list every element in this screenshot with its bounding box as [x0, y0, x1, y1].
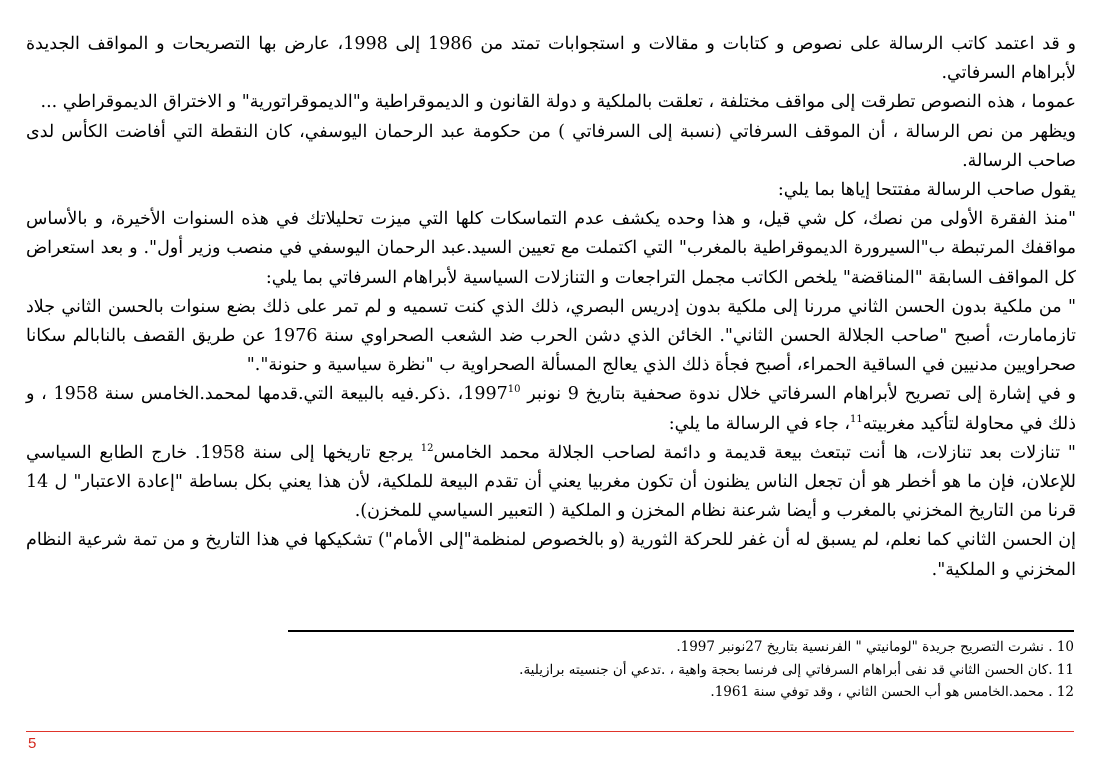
- footnote-ref-12[interactable]: 12: [420, 443, 434, 455]
- paragraph-text: ، جاء في الرسالة ما يلي:: [668, 413, 850, 434]
- footnote-12: [288, 681, 1074, 704]
- footnote-text: . نشرت التصريح جريدة "لومانيتي " الفرنسية بتاريخ 27نونبر 1997.: [676, 639, 1057, 655]
- footnote-separator: [288, 630, 1074, 632]
- page-number: 5: [28, 735, 37, 752]
- quote-paragraph: إن الحسن الثاني كما نعلم، لم يسبق له أن غفر للحركة الثورية (و بالخصوص لمنظمة"إلى الأمام") تشكيكها في هذا التاريخ و من تمة شرعية النظام المخزني و الملكية".: [26, 530, 1076, 580]
- footnotes: [288, 636, 1074, 704]
- footnote-text: . محمد.الخامس هو أب الحسن الثاني ، وقد توفي سنة 1961.: [710, 684, 1057, 700]
- paragraph-with-footnotes: [26, 380, 1076, 438]
- paragraph: يقول صاحب الرسالة مفتتحا إياها بما يلي:: [777, 180, 1076, 201]
- document-body: [26, 30, 1076, 585]
- paragraph-text: ، .ذكر.فيه بالبيعة التي.قدمها لمحمد.الخامس سنة 1958 ، و ذلك في محاولة لتأكيد مغربيته: [26, 384, 1076, 434]
- footnote-11: [288, 659, 1074, 682]
- paragraph-text: و في إشارة إلى تصريح لأبراهام السرفاتي خلال ندوة صحفية بتاريخ 9 نونبر 1997: [463, 384, 1076, 405]
- paragraph-text: يرجع تاريخها إلى سنة 1958. خارج الطابع السياسي للإعلان، فإن ما هو أخطر هو أن تجعل الناس يظنون أن تكون مغربيا يعني أن تقدم البيعة للملكية، لأن هذا يعني بكل بساطة "إعادة الاعتبار" ل 14 قرنا من التاريخ المخزني بالمغرب و أيضا شرعنة نظام المخزن و الملكية ( التعبير السياسي للمخزن).: [26, 442, 1076, 522]
- paragraph: و قد اعتمد كاتب الرسالة على نصوص و كتابات و مقالات و استجوابات تمتد من 1986 إلى 1998، عارض بها التصريحات و المواقف الجديدة لأبراهام السرفاتي.: [26, 34, 1076, 84]
- paragraph: عموما ، هذه النصوص تطرقت إلى مواقف مختلفة ، تعلقت بالملكية و دولة القانون و الديموقراطية و"الديموقراتورية" و الاختراق الديموقراطي ...: [40, 92, 1076, 113]
- footnote-number: 11: [1056, 661, 1074, 678]
- paragraph-text: " تنازلات بعد تنازلات، ها أنت تبتعث بيعة قديمة و دائمة لصاحب الجلالة محمد الخامس: [433, 442, 1076, 463]
- quote-paragraph: [26, 439, 1076, 527]
- footnote-text: .كان الحسن الثاني قد نفى أبراهام السرفاتي إلى فرنسا بحجة واهية ، .تدعي أن جنسيته برازيلية.: [519, 661, 1057, 678]
- footnote-ref-10[interactable]: 10: [507, 384, 521, 396]
- footnote-number: 10: [1056, 639, 1074, 655]
- footnote-number: 12: [1056, 684, 1074, 700]
- quote-paragraph: "منذ الفقرة الأولى من نصك، كل شي قيل، و هذا وحده يكشف عدم التماسكات كلها التي ميزت تحليلاتك في هذه السنوات الأخيرة، و بالأساس مواقفك المرتبطة ب"السيرورة الديموقراطية بالمغرب" التي اكتملت مع تعيين السيد.عبد الرحمان اليوسفي في منصب وزير أول". و بعد استعراض كل المواقف السابقة "المناقضة" يلخص الكاتب مجمل التراجعات و التنازلات السياسية لأبراهام السرفاتي بما يلي:: [26, 209, 1076, 288]
- footnote-ref-11[interactable]: 11: [849, 413, 863, 425]
- quote-paragraph: " من ملكية بدون الحسن الثاني مررنا إلى ملكية بدون إدريس البصري، ذلك الذي كنت تسميه و لم تمر على ذلك بضع سنوات بالحسن الثاني جلاد تازمامارت، أصبح "صاحب الجلالة الحسن الثاني". الخائن الذي دشن الحرب ضد الشعب الصحراوي سنة 1976 عن طريق القصف بالنابالم سكانا صحراويين مدنيين في الساقية الحمراء، أصبح فجأة ذلك الذي يعالج المسألة الصحراوية ب "نظرة سياسية و حنونة".": [26, 296, 1077, 376]
- page-footer-rule: [26, 731, 1074, 732]
- footnote-10: [288, 636, 1074, 659]
- paragraph: ويظهر من نص الرسالة ، أن الموقف السرفاتي (نسبة إلى السرفاتي ) من حكومة عبد الرحمان اليوسفي، كان النقطة التي أفاضت الكأس لدى صاحب الرسالة.: [26, 121, 1076, 171]
